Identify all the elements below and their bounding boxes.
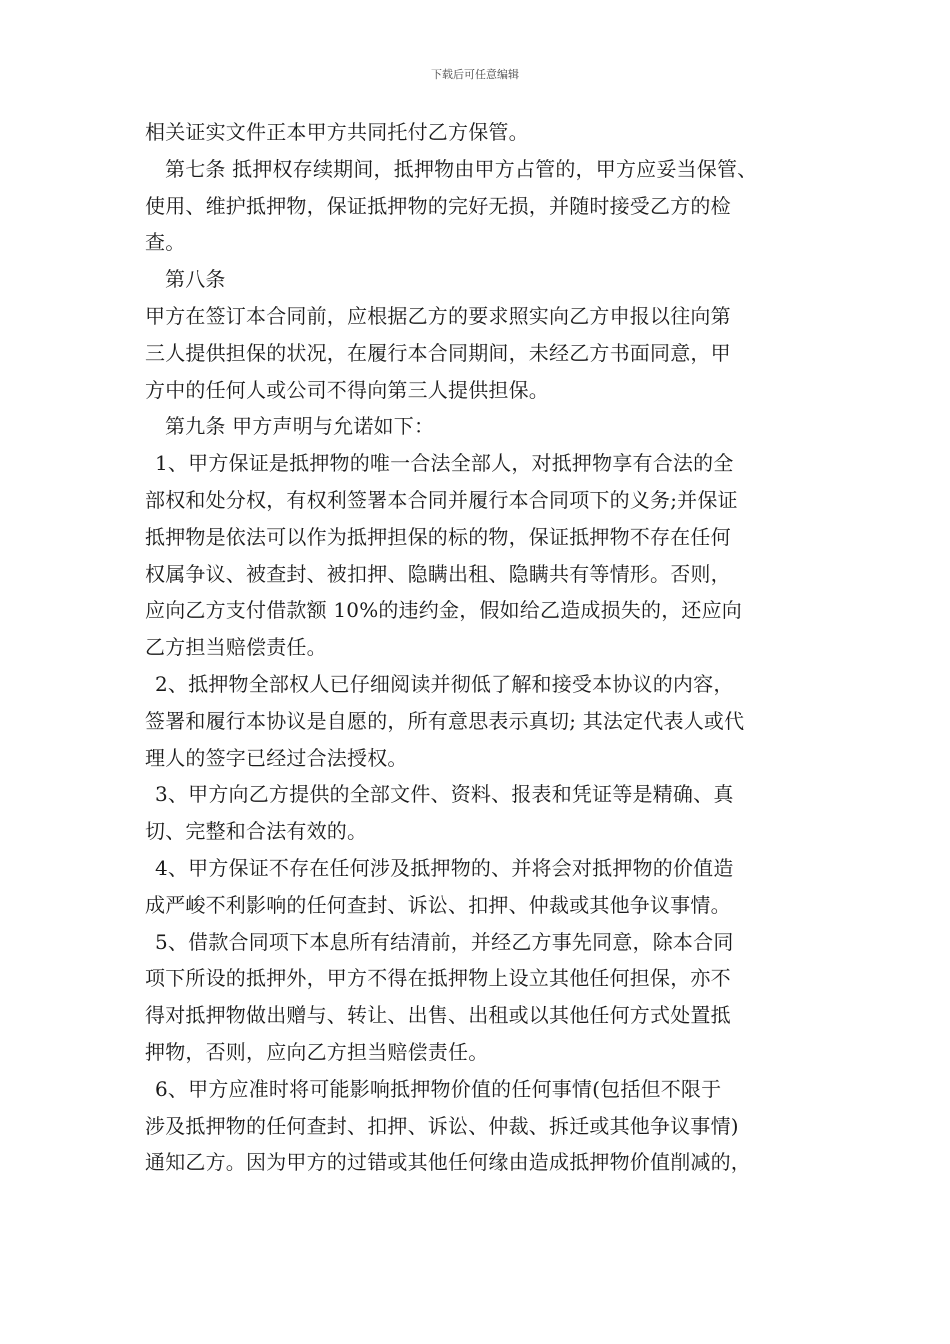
- document-body: [145, 114, 817, 1181]
- text-line: 通知乙方。因为甲方的过错或其他任何缘由造成抵押物价值削减的，: [145, 1150, 751, 1175]
- text-line: 甲方在签订本合同前，应根据乙方的要求照实向乙方申报以往向第: [145, 303, 731, 328]
- clause-8-heading: 第八条: [165, 267, 226, 292]
- text-line: 乙方担当赔偿责任。: [145, 635, 327, 660]
- text-line: 项下所设的抵押外，甲方不得在抵押物上设立其他任何担保，亦不: [145, 966, 731, 991]
- item-4-line: 4、甲方保证不存在任何涉及抵押物的、并将会对抵押物的价值造: [155, 855, 734, 880]
- text-line: 成严峻不利影响的任何查封、诉讼、扣押、仲裁或其他争议事情。: [145, 892, 731, 917]
- text-line: 部权和处分权，有权利签署本合同并履行本合同项下的义务;并保证: [145, 487, 738, 512]
- text-line: 理人的签字已经过合法授权。: [145, 745, 408, 770]
- text-line: 抵押物是依法可以作为抵押担保的标的物，保证抵押物不存在任何: [145, 524, 731, 549]
- item-2-line: 2、抵押物全部权人已仔细阅读并彻低了解和接受本协议的内容，: [155, 671, 734, 696]
- clause-7-heading-line: 第七条 抵押权存续期间，抵押物由甲方占管的，甲方应妥当保管、: [165, 156, 758, 181]
- item-6-line: 6、甲方应准时将可能影响抵押物价值的任何事情(包括但不限于: [155, 1076, 722, 1101]
- text-line: 权属争议、被查封、被扣押、隐瞒出租、隐瞒共有等情形。否则，: [145, 561, 731, 586]
- item-3-line: 3、甲方向乙方提供的全部文件、资料、报表和凭证等是精确、真: [155, 782, 734, 807]
- text-line: 押物，否则，应向乙方担当赔偿责任。: [145, 1039, 489, 1064]
- clause-9-heading: 第九条 甲方声明与允诺如下：: [165, 414, 435, 439]
- page-header: 下载后可任意编辑: [431, 68, 519, 81]
- text-line: 签署和履行本协议是自愿的，所有意思表示真切; 其法定代表人或代: [145, 708, 745, 733]
- text-line: 得对抵押物做出赠与、转让、出售、出租或以其他任何方式处置抵: [145, 1003, 731, 1028]
- text-line: 相关证实文件正本甲方共同托付乙方保管。: [145, 120, 529, 144]
- text-line: 方中的任何人或公司不得向第三人提供担保。: [145, 377, 549, 402]
- text-line: 涉及抵押物的任何查封、扣押、诉讼、仲裁、拆迁或其他争议事情): [145, 1113, 739, 1138]
- item-1-line: 1、甲方保证是抵押物的唯一合法全部人，对抵押物享有合法的全: [155, 451, 734, 476]
- text-line: 切、完整和合法有效的。: [145, 819, 368, 844]
- text-line: 三人提供担保的状况，在履行本合同期间，未经乙方书面同意，甲: [145, 340, 731, 365]
- text-line: 查。: [145, 230, 186, 255]
- text-line: 应向乙方支付借款额 10%的违约金，假如给乙造成损失的，还应向: [145, 598, 743, 623]
- text-line: 使用、维护抵押物，保证抵押物的完好无损，并随时接受乙方的检: [145, 193, 731, 218]
- item-5-line: 5、借款合同项下本息所有结清前，并经乙方事先同意，除本合同: [155, 929, 734, 954]
